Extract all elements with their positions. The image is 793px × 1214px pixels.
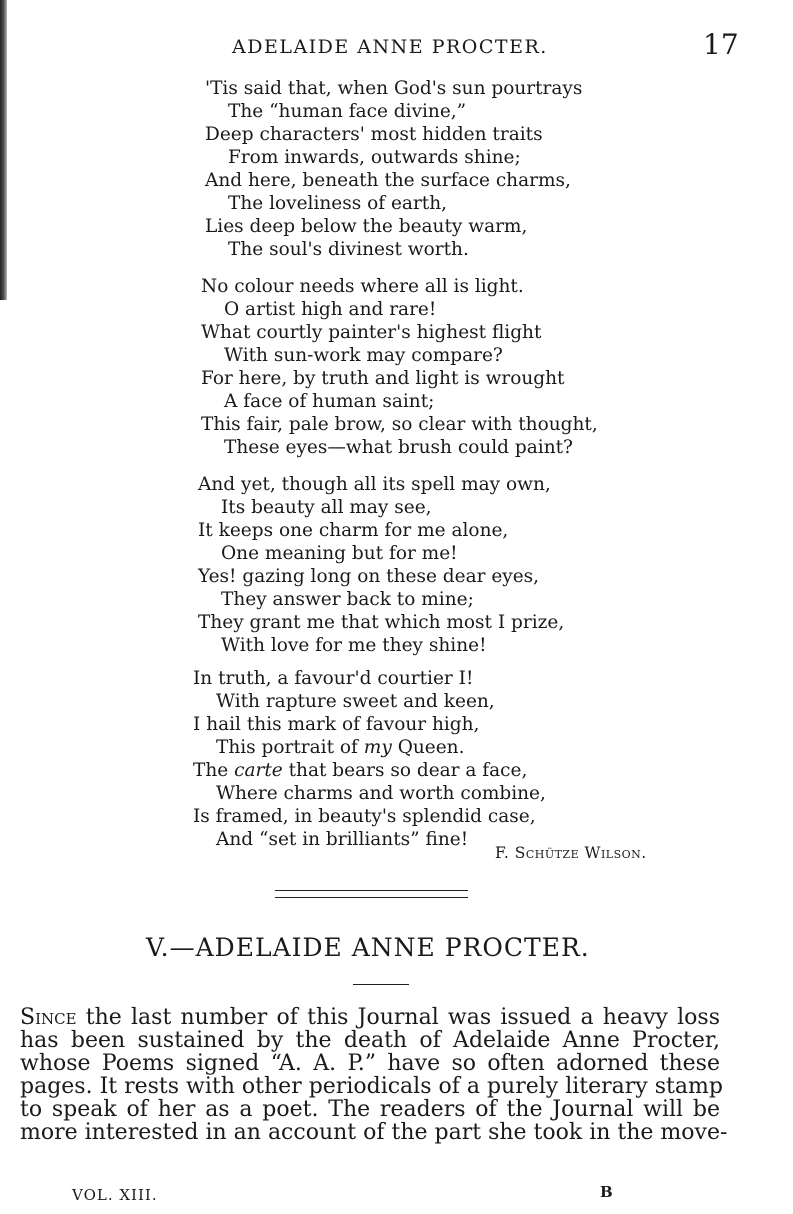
poem-line-text: Queen. (397, 737, 465, 758)
paragraph-line: more interested in an account of the part she took in the move- (20, 1120, 728, 1145)
poem-line: In truth, a favour'd courtier I! (193, 668, 474, 689)
poem-signature: F. Schütze Wilson. (495, 844, 647, 862)
poem-line: One meaning but for me! (221, 543, 458, 564)
poem-line: No colour needs where all is light. (201, 276, 524, 297)
drop-word: Since (20, 1005, 77, 1030)
poem-stanza-1 (205, 77, 582, 261)
signature-mark: B (600, 1183, 613, 1201)
poem-line: 'Tis said that, when God's sun pourtrays (205, 78, 583, 99)
poem-line: With love for me they shine! (221, 635, 487, 656)
poem-line: Where charms and worth combine, (216, 783, 546, 804)
paragraph-line: pages. It rests with other periodicals of a purely literary stamp (20, 1074, 723, 1099)
poem-stanza-3 (198, 473, 564, 657)
paragraph-line: whose Poems signed “A. A. P.” have so often adorned these (20, 1051, 720, 1076)
poem-stanza-4 (193, 667, 546, 851)
poem-line: This fair, pale brow, so clear with thought, (201, 414, 598, 435)
poem-line: And here, beneath the surface charms, (205, 170, 571, 191)
volume-footer: VOL. XIII. (72, 1186, 158, 1204)
paragraph-text: the last number of this Journal was issued a heavy loss (85, 1005, 721, 1030)
poem-line: For here, by truth and light is wrought (201, 368, 565, 389)
paragraph-line: to speak of her as a poet. The readers of the Journal will be (20, 1097, 720, 1122)
title-underline (353, 984, 409, 985)
poem-line: Lies deep below the beauty warm, (205, 216, 528, 237)
book-spine-shadow (0, 0, 7, 300)
poem-line-text: The (193, 760, 229, 781)
poem-line: It keeps one charm for me alone, (198, 520, 509, 541)
paragraph-line (20, 1006, 720, 1029)
poem-line: The soul's divinest worth. (228, 239, 469, 260)
body-paragraph (20, 1005, 728, 1145)
poem-line: With rapture sweet and keen, (216, 691, 495, 712)
page-number: 17 (703, 28, 739, 61)
poem-line (193, 736, 546, 759)
poem-line: With sun-work may compare? (224, 345, 503, 366)
poem-line: The “human face divine,” (228, 101, 467, 122)
poem-line: And “set in brilliants” fine! (216, 829, 469, 850)
section-title: V.—ADELAIDE ANNE PROCTER. (146, 933, 590, 962)
paragraph-line: has been sustained by the death of Adelaide Anne Procter, (20, 1028, 720, 1053)
poem-line: And yet, though all its spell may own, (198, 474, 551, 495)
emphasis-carte: carte (234, 760, 283, 781)
poem-line: These eyes—what brush could paint? (224, 437, 573, 458)
poem-line: Yes! gazing long on these dear eyes, (198, 566, 540, 587)
poem-stanza-2 (201, 275, 598, 459)
poem-line: They grant me that which most I prize, (198, 612, 565, 633)
poem-line: Is framed, in beauty's splendid case, (193, 806, 536, 827)
poem-line: They answer back to mine; (221, 589, 474, 610)
emphasis-my: my (363, 737, 392, 758)
running-title: ADELAIDE ANNE PROCTER. (232, 36, 548, 58)
poem-line: Deep characters' most hidden traits (205, 124, 543, 145)
poem-line: What courtly painter's highest flight (201, 322, 542, 343)
double-rule-divider (275, 890, 468, 898)
poem-line: From inwards, outwards shine; (228, 147, 521, 168)
poem-line: O artist high and rare! (224, 299, 437, 320)
poem-line: Its beauty all may see, (221, 497, 432, 518)
poem-line: A face of human saint; (224, 391, 435, 412)
poem-line-text: This portrait of (216, 737, 358, 758)
poem-line (193, 759, 546, 782)
poem-line: The loveliness of earth, (228, 193, 448, 214)
poem-line-text: that bears so dear a face, (288, 760, 528, 781)
poem-line: I hail this mark of favour high, (193, 714, 480, 735)
